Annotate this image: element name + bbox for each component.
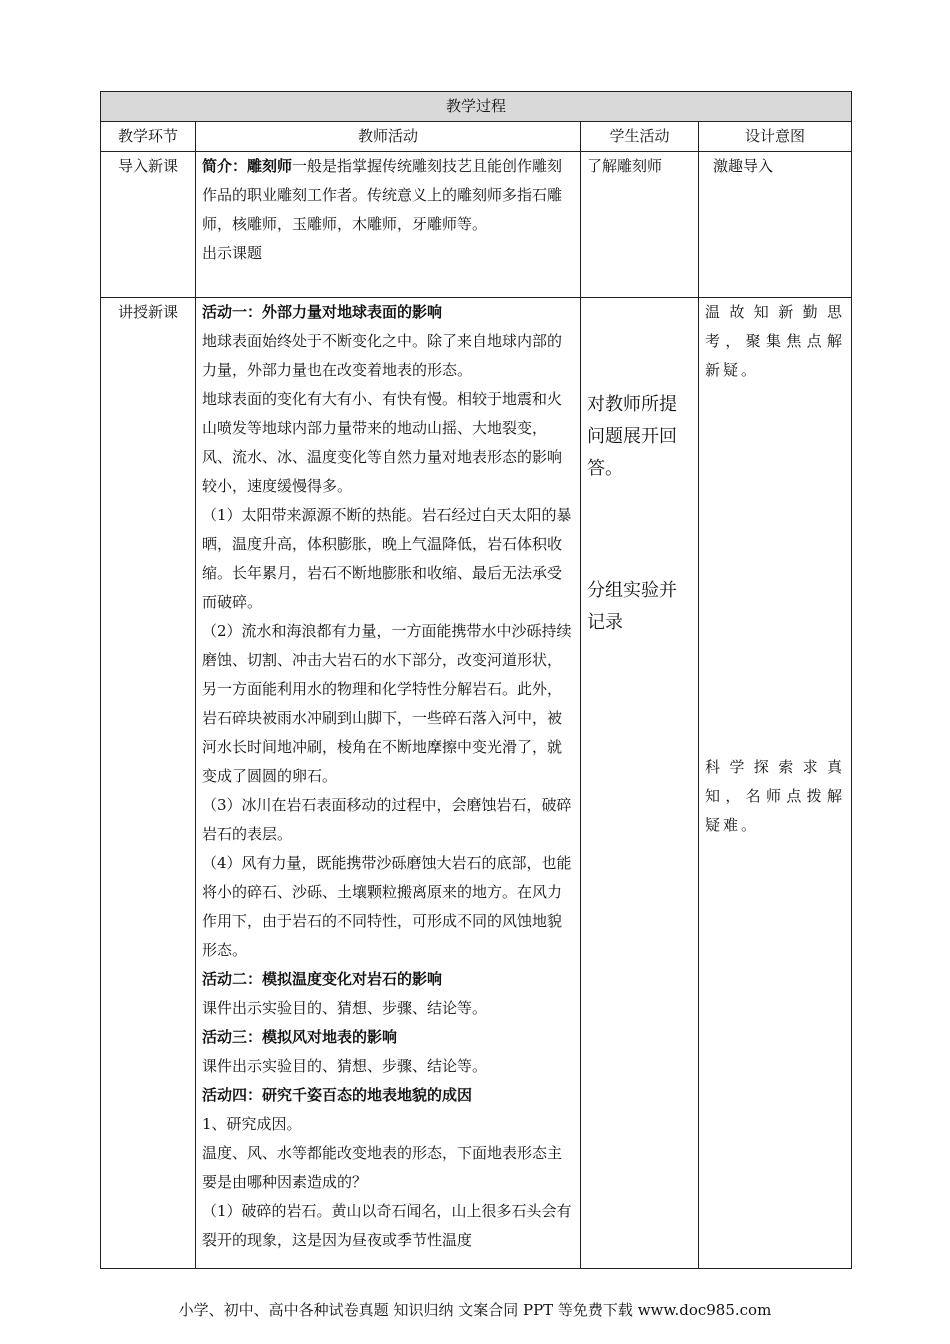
intro-teacher-bold: 简介：雕刻师 — [202, 157, 293, 175]
header-design: 设计意图 — [699, 122, 852, 152]
activity2-title: 活动二：模拟温度变化对岩石的影响 — [202, 970, 443, 988]
main-paragraph: （4）风有力量，既能携带沙砾磨蚀大岩石的底部，也能将小的碎石、沙砾、土壤颗粒搬离原来的地方。在风力作用下，由于岩石的不同特性，可形成不同的风蚀地貌形态。 — [202, 854, 572, 959]
intro-stage: 导入新课 — [101, 152, 196, 298]
design-intent-2: 科学探索求真知，名师点拨解疑难。 — [705, 758, 846, 834]
student-experiment: 分组实验并记录 — [587, 580, 677, 633]
activity3-title: 活动三：模拟风对地表的影响 — [202, 1028, 398, 1046]
activity4-paragraph: （1）破碎的岩石。黄山以奇石闻名，山上很多石头会有裂开的现象，这是因为昼夜或季节性温度 — [202, 1202, 572, 1249]
intro-design: 激趣导入 — [699, 152, 852, 298]
intro-teacher-rest: 一般是指掌握传统雕刻技艺且能创作雕刻作品的职业雕刻工作者。传统意义上的雕刻师多指石雕师，核雕师，玉雕师，木雕师，牙雕师等。 — [202, 157, 563, 233]
header-teacher: 教师活动 — [196, 122, 581, 152]
activity2-text: 课件出示实验目的、猜想、步骤、结论等。 — [202, 999, 488, 1017]
activity4-paragraph: 温度、风、水等都能改变地表的形态，下面地表形态主要是由哪种因素造成的？ — [202, 1144, 563, 1191]
main-paragraph: 地球表面的变化有大有小、有快有慢。相较于地震和火山喷发等地球内部力量带来的地动山摇、大地裂变，风、流水、冰、温度变化等自然力量对地表形态的影响较小，速度缓慢得多。 — [202, 390, 563, 495]
activity4-title: 活动四：研究千姿百态的地表地貌的成因 — [202, 1086, 473, 1104]
activity4-item: 1、研究成因。 — [202, 1115, 302, 1133]
header-stage: 教学环节 — [101, 122, 196, 152]
main-paragraph: （3）冰川在岩石表面移动的过程中，会磨蚀岩石，破碎岩石的表层。 — [202, 796, 572, 843]
design-intent-1: 温故知新勤思考，聚集焦点解新疑。 — [705, 303, 846, 379]
main-student-cell — [581, 298, 699, 1269]
student-answer: 对教师所提问题展开回答。 — [587, 394, 677, 479]
main-teacher-cell — [196, 298, 581, 1269]
main-design-cell — [699, 298, 852, 1269]
intro-student: 了解雕刻师 — [581, 152, 699, 298]
lesson-process-table — [100, 91, 852, 1269]
main-paragraph: （2）流水和海浪都有力量，一方面能携带水中沙砾持续磨蚀、切割、冲击大岩石的水下部分，改变河道形状，另一方面能利用水的物理和化学特性分解岩石。此外，岩石碎块被雨水冲刷到山脚下，一些碎石落入河中，被河水长时间地冲刷，棱角在不断地摩擦中变光滑了，就变成了圆圆的卵石。 — [202, 622, 572, 785]
intro-teacher-cell — [196, 152, 581, 298]
intro-teacher-line2: 出示课题 — [202, 244, 263, 262]
intro-teacher-text — [202, 152, 574, 239]
header-student: 学生活动 — [581, 122, 699, 152]
page-footer: 小学、初中、高中各种试卷真题 知识归纳 文案合同 PPT 等免费下载 www.doc985.com — [178, 1301, 772, 1319]
activity1-title: 活动一：外部力量对地球表面的影响 — [202, 303, 443, 321]
main-paragraph: （1）太阳带来源源不断的热能。岩石经过白天太阳的暴晒，温度升高，体积膨胀，晚上气温降低，岩石体积收缩。长年累月，岩石不断地膨胀和收缩、最后无法承受而破碎。 — [202, 506, 572, 611]
main-stage: 讲授新课 — [101, 298, 196, 1269]
main-paragraph: 地球表面始终处于不断变化之中。除了来自地球内部的力量，外部力量也在改变着地表的形态。 — [202, 332, 563, 379]
activity3-text: 课件出示实验目的、猜想、步骤、结论等。 — [202, 1057, 488, 1075]
table-title: 教学过程 — [101, 92, 852, 122]
